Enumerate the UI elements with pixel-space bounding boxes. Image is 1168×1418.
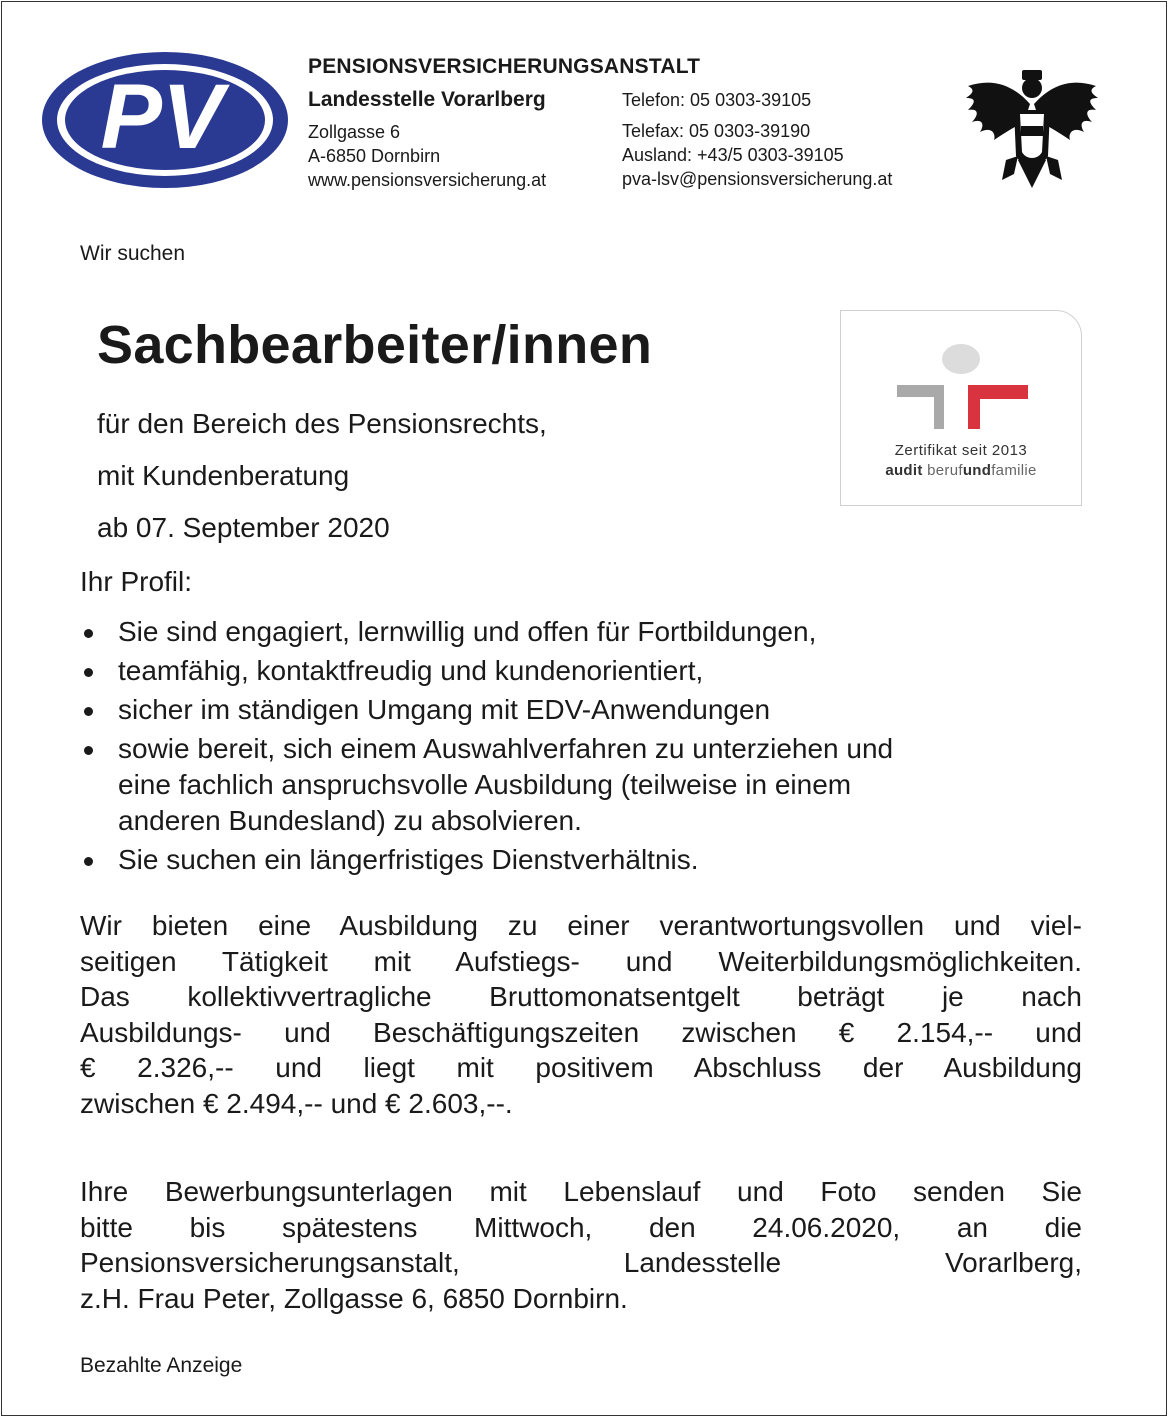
subtitle-line: für den Bereich des Pensionsrechts, <box>97 408 547 439</box>
bullet-text: eine fachlich anspruchsvolle Ausbildung (teilweise in einem <box>118 769 852 800</box>
org-sub: Landesstelle Vorarlberg <box>308 88 546 111</box>
bullet-text: sowie bereit, sich einem Auswahlverfahren zu unterziehen und <box>118 733 894 764</box>
subtitle-line: mit Kundenberatung <box>97 460 350 491</box>
certificate-familie: familie <box>991 462 1037 479</box>
bullet-text: Sie sind engagiert, lernwillig und offen für Fortbildungen, <box>118 616 817 647</box>
address-city: A-6850 Dornbirn <box>308 146 441 166</box>
contact-email: pva-lsv@pensionsversicherung.at <box>622 169 893 189</box>
certificate-line2 <box>841 462 1081 479</box>
list-item <box>80 731 1080 839</box>
subtitle-line: ab 07. September 2020 <box>97 512 390 543</box>
org-address <box>308 120 546 192</box>
certificate-line1: Zertifikat seit 2013 <box>894 442 1028 459</box>
contact-abroad: Ausland: +43/5 0303-39105 <box>622 145 844 165</box>
apply-line: bitte bis spätestens Mittwoch, den 24.06.2020, an die <box>80 1211 1082 1243</box>
bullet-text: anderen Bundesland) zu absolvieren. <box>118 805 582 836</box>
list-item <box>80 692 1080 728</box>
austrian-eagle-emblem <box>962 64 1102 192</box>
offer-line: zwischen € 2.494,-- und € 2.603,--. <box>80 1087 513 1119</box>
offer-line: Ausbildungs- und Beschäftigungszeiten zwischen € 2.154,-- und <box>80 1016 1082 1048</box>
subtitle <box>97 398 547 554</box>
contact-fax: Telefax: 05 0303-39190 <box>622 121 811 141</box>
org-contact <box>622 88 892 191</box>
offer-line: € 2.326,-- und liegt mit positivem Abschluss der Ausbildung <box>80 1052 1082 1083</box>
certificate-badge <box>840 310 1082 506</box>
page-title: Sachbearbeiter/innen <box>97 315 653 375</box>
profile-list <box>80 614 1080 881</box>
list-item <box>80 614 1080 650</box>
certificate-audit: audit <box>885 462 923 479</box>
apply-line: z.H. Frau Peter, Zollgasse 6, 6850 Dornbirn. <box>80 1282 628 1314</box>
offer-line: seitigen Tätigkeit mit Aufstiegs- und Weiterbildungsmöglichkeiten. <box>80 945 1082 977</box>
pv-logo <box>40 50 290 190</box>
paid-ad-notice: Bezahlte Anzeige <box>80 1354 243 1377</box>
offer-line: Das kollektivvertragliche Bruttomonatsentgelt beträgt je nach <box>80 981 1082 1012</box>
apply-line: Pensionsversicherungsanstalt, Landesstelle Vorarlberg, <box>80 1247 1082 1278</box>
list-item <box>80 842 1080 878</box>
org-name: PENSIONSVERSICHERUNGSANSTALT <box>308 55 701 78</box>
job-advertisement <box>1 1 1167 1416</box>
intro-text: Wir suchen <box>80 242 186 265</box>
apply-line: Ihre Bewerbungsunterlagen mit Lebenslauf und Foto senden Sie <box>80 1176 1082 1207</box>
offer-paragraph <box>80 908 1082 1121</box>
bullet-text: sicher im ständigen Umgang mit EDV-Anwendungen <box>118 694 771 725</box>
bullet-text: Sie suchen ein längerfristiges Dienstverhältnis. <box>118 844 699 875</box>
certificate-und: und <box>962 462 992 479</box>
address-website: www.pensionsversicherung.at <box>308 170 547 190</box>
apply-paragraph <box>80 1174 1082 1316</box>
list-item <box>80 653 1080 689</box>
certificate-beruf: beruf <box>927 462 963 479</box>
address-street: Zollgasse 6 <box>308 122 401 142</box>
bullet-text: teamfähig, kontaktfreudig und kundenorientiert, <box>118 655 704 686</box>
profile-heading: Ihr Profil: <box>80 566 193 597</box>
contact-phone: Telefon: 05 0303-39105 <box>622 90 812 110</box>
logo-text: PV <box>100 66 224 168</box>
offer-line: Wir bieten eine Ausbildung zu einer verantwortungsvollen und viel- <box>80 910 1082 941</box>
